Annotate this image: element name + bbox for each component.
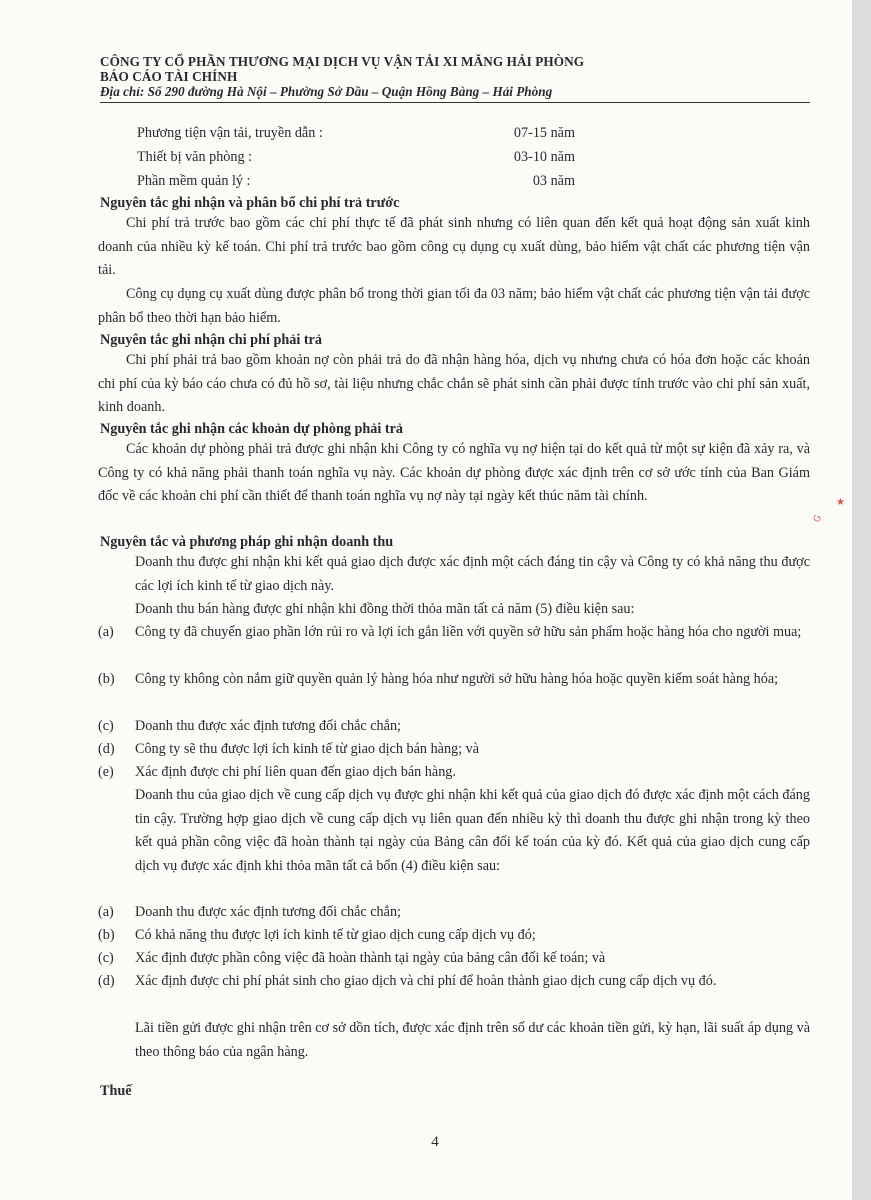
list-item: Công ty đã chuyển giao phần lớn rủi ro và lợi ích gắn liền với quyền sở hữu sản phẩm hoặc hàng hóa cho người mua; [135, 624, 802, 640]
header-rule [100, 102, 810, 103]
company-name: CÔNG TY CỔ PHẦN THƯƠNG MẠI DỊCH VỤ VẬN TẢI XI MĂNG HẢI PHÒNG [100, 54, 585, 69]
list-item: Doanh thu được xác định tương đối chắc chắn; [135, 718, 401, 734]
svg-text:★: ★ [836, 497, 845, 508]
list-label: (b) [98, 671, 115, 687]
section-heading-tax: Thuế [100, 1083, 132, 1099]
asset-name: Thiết bị văn phòng : [137, 149, 253, 165]
list-label: (c) [98, 718, 114, 734]
list-label: (d) [98, 741, 115, 757]
list-label: (a) [98, 624, 114, 640]
asset-years: 07-15 năm [513, 125, 575, 141]
document-header [100, 54, 600, 99]
list-item: Công ty sẽ thu được lợi ích kinh tế từ giao dịch bán hàng; và [135, 741, 480, 757]
paragraph: Các khoản dự phòng phải trả được ghi nhận khi Công ty có nghĩa vụ nợ hiện tại do kết quả từ một sự kiện đã xảy ra, và Công ty có khả năng phải thanh toán nghĩa vụ này. Các khoản dự phòng được xác định trên cơ sở ước tính của Ban Giám đốc về các khoản chi phí cần thiết để thanh toán nghĩa vụ nợ này tại ngày kết thúc năm tài chính. [98, 441, 810, 504]
asset-years: 03-10 năm [513, 149, 575, 165]
paragraph: Công cụ dụng cụ xuất dùng được phân bổ trong thời gian tối đa 03 năm; bảo hiểm vật chất các phương tiện vận tải được phân bổ theo thời hạn bảo hiểm. [98, 286, 810, 326]
list-item: Xác định được phần công việc đã hoàn thành tại ngày của bảng cân đối kế toán; và [135, 950, 606, 966]
paragraph: Doanh thu được ghi nhận khi kết quả giao dịch được xác định một cách đáng tin cậy và Công ty có khả năng thu được các lợi ích kinh tế từ giao dịch này. [135, 554, 810, 594]
list-item: Công ty không còn nắm giữ quyền quản lý hàng hóa như người sở hữu hàng hóa hoặc quyền kiểm soát hàng hóa; [135, 671, 779, 687]
asset-name: Phần mềm quản lý : [137, 173, 251, 189]
section-heading-prepaid: Nguyên tắc ghi nhận và phân bổ chi phí trả trước [100, 195, 400, 211]
list-label: (e) [98, 764, 114, 780]
paragraph: Doanh thu bán hàng được ghi nhận khi đồng thời thỏa mãn tất cả năm (5) điều kiện sau: [135, 601, 635, 617]
list-item: Xác định được chi phí liên quan đến giao dịch bán hàng. [135, 764, 456, 780]
list-label: (c) [98, 950, 114, 966]
list-item: Có khả năng thu được lợi ích kinh tế từ giao dịch cung cấp dịch vụ đó; [135, 927, 536, 943]
list-label: (a) [98, 904, 114, 920]
paragraph: Chi phí trả trước bao gồm các chi phí thực tế đã phát sinh nhưng có liên quan đến kết quả hoạt động sản xuất kinh doanh của nhiều kỳ kế toán. Chi phí trả trước bao gồm công cụ dụng cụ xuất dùng, bảo hiểm vật chất các phương tiện vận tải. [98, 215, 810, 278]
page-number: 4 [431, 1134, 439, 1150]
paragraph: Chi phí phải trả bao gồm khoản nợ còn phải trả do đã nhận hàng hóa, dịch vụ nhưng chưa có hóa đơn hoặc các khoản chi phí của kỳ báo cáo chưa có đủ hồ sơ, tài liệu nhưng chắc chắn sẽ phát sinh cần phải được tính trước vào chi phí sản xuất, kinh doanh. [98, 352, 810, 415]
report-title: BÁO CÁO TÀI CHÍNH [100, 69, 238, 84]
section-heading-provisions: Nguyên tắc ghi nhận các khoản dự phòng phải trả [100, 421, 403, 437]
section-heading-payable: Nguyên tắc ghi nhận chi phí phải trả [100, 332, 322, 348]
asset-years: 03 năm [532, 173, 575, 189]
asset-name: Phương tiện vận tải, truyền dẫn : [137, 125, 323, 141]
paragraph: Lãi tiền gửi được ghi nhận trên cơ sở dồn tích, được xác định trên số dư các khoản tiền gửi, kỳ hạn, lãi suất áp dụng và theo thông báo của ngân hàng. [135, 1020, 810, 1060]
company-address: Địa chỉ: Số 290 đường Hà Nội – Phường Sở Dầu – Quận Hồng Bàng – Hải Phòng [100, 84, 553, 99]
paragraph: Doanh thu của giao dịch về cung cấp dịch vụ được ghi nhận khi kết quả của giao dịch đó được xác định một cách đáng tin cậy. Trường hợp giao dịch về cung cấp dịch vụ liên quan đến nhiều kỳ thì doanh thu được ghi nhận trong kỳ theo kết quả phần công việc đã hoàn thành tại ngày của Bảng cân đối kế toán của kỳ đó. Kết quả của giao dịch cung cấp dịch vụ được xác định khi thỏa mãn tất cả bốn (4) điều kiện sau: [135, 787, 810, 874]
scan-edge [852, 0, 871, 1200]
list-item: Xác định được chi phí phát sinh cho giao dịch và chi phí để hoàn thành giao dịch cung cấp dịch vụ đó. [135, 973, 717, 989]
company-seal-icon [806, 395, 852, 555]
svg-text:G: G [811, 513, 825, 525]
list-item: Doanh thu được xác định tương đối chắc chắn; [135, 904, 401, 920]
list-label: (b) [98, 927, 115, 943]
list-label: (d) [98, 973, 115, 989]
section-heading-revenue: Nguyên tắc và phương pháp ghi nhận doanh thu [100, 534, 394, 550]
